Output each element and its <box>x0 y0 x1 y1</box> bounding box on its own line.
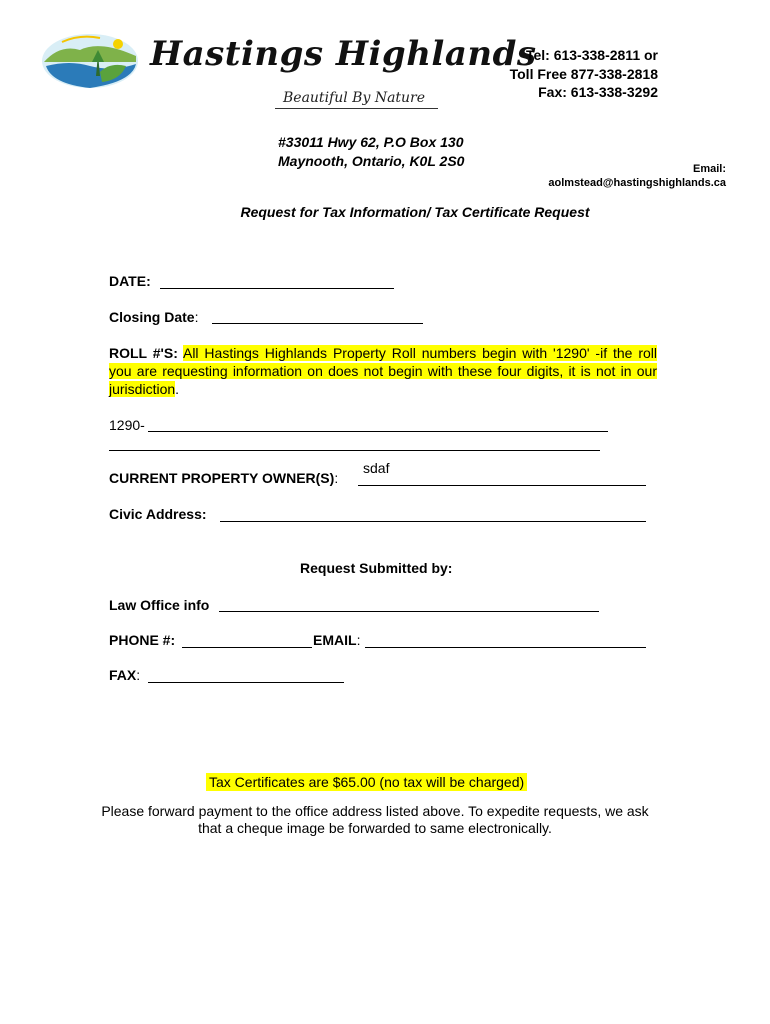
phone-line: Tel: 613-338-2811 or <box>525 47 658 63</box>
owner-field[interactable] <box>358 485 646 486</box>
law-office-field[interactable] <box>219 611 599 612</box>
civic-address-label: Civic Address: <box>109 506 207 522</box>
roll-number-field-2[interactable] <box>109 450 600 451</box>
date-label: DATE: <box>109 273 151 289</box>
civic-address-field[interactable] <box>220 521 646 522</box>
email-field-label: EMAIL: <box>313 632 361 648</box>
toll-free-line: Toll Free 877-338-2818 <box>509 65 658 82</box>
address-line-1: #33011 Hwy 62, P.O Box 130 <box>278 134 464 150</box>
roll-prefix: 1290- <box>109 417 145 433</box>
roll-label: ROLL #'S: <box>109 345 178 361</box>
owner-label: CURRENT PROPERTY OWNER(S): <box>109 470 339 486</box>
email-block <box>548 162 726 190</box>
form-title: Request for Tax Information/ Tax Certificate Request <box>240 204 590 220</box>
law-office-label: Law Office info <box>109 597 210 613</box>
contact-block <box>510 46 658 102</box>
fax-label: FAX: <box>109 667 141 683</box>
roll-numbers-note: ROLL #'S: All Hastings Highlands Property Roll numbers begin with '1290' -if the roll you are requesting information on does not begin with these four digits, it is not in our jurisdiction. <box>109 345 657 397</box>
submitted-by-heading: Request Submitted by: <box>300 560 453 576</box>
roll-number-field[interactable] <box>148 431 608 432</box>
fax-line: Fax: 613-338-3292 <box>538 84 658 100</box>
tagline-underline <box>275 108 438 109</box>
owner-value[interactable]: sdaf <box>363 460 390 476</box>
email-field[interactable] <box>365 647 646 648</box>
logo-wordmark: Hastings Highlands <box>150 34 537 74</box>
office-address <box>278 133 464 171</box>
logo-tagline: Beautiful By Nature <box>283 90 426 106</box>
closing-date-field[interactable] <box>212 323 423 324</box>
address-line-2: Maynooth, Ontario, K0L 2S0 <box>278 153 465 169</box>
roll-note-highlight: All Hastings Highlands Property Roll numbers begin with '1290' -if the roll you are requesting information on does not begin with these four digits, it is not in our jurisdiction <box>109 345 657 397</box>
phone-label: PHONE #: <box>109 632 176 648</box>
email-label: Email: <box>692 163 726 175</box>
date-field[interactable] <box>160 288 394 289</box>
payment-note: Please forward payment to the office address listed above. To expedite requests, we ask that a cheque image be forwarded to same electronically. <box>101 803 649 836</box>
phone-field[interactable] <box>182 647 312 648</box>
email-link[interactable]: aolmstead@hastingshighlands.ca <box>548 177 726 189</box>
fee-notice: Tax Certificates are $65.00 (no tax will be charged) <box>206 773 527 791</box>
fax-field[interactable] <box>148 682 344 683</box>
closing-date-label: Closing Date: <box>109 309 199 325</box>
logo-icon <box>40 32 146 90</box>
